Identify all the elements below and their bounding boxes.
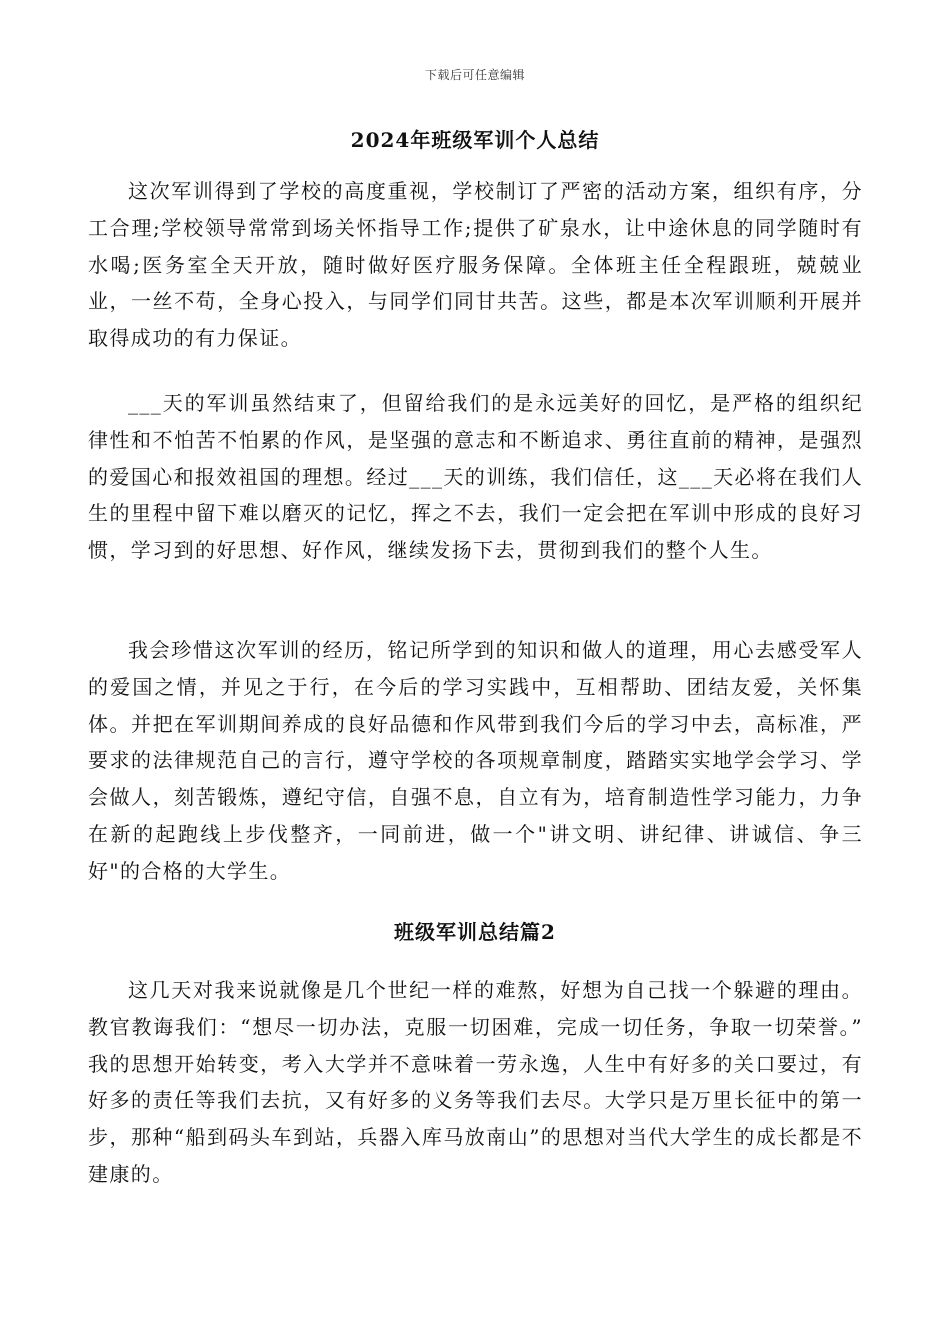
paragraph-2: ___天的军训虽然结束了，但留给我们的是永远美好的回忆，是严格的组织纪律性和不怕苦不怕累的作风，是坚强的意志和不断追求、勇往直前的精神，是强烈的爱国心和报效祖国的理想。经过___天的训练，我们信任，这___天必将在我们人生的里程中留下难以磨灭的记忆，挥之不去，我们一定会把在军训中形成的良好习惯，学习到的好思想、好作风，继续发扬下去，贯彻到我们的整个人生。 xyxy=(88,391,863,563)
paragraph-1: 这次军训得到了学校的高度重视，学校制订了严密的活动方案，组织有序，分工合理;学校领导常常到场关怀指导工作;提供了矿泉水，让中途休息的同学随时有水喝;医务室全天开放，随时做好医疗服务保障。全体班主任全程跟班，兢兢业业，一丝不苟，全身心投入，与同学们同甘共苦。这些，都是本次军训顺利开展并取得成功的有力保证。 xyxy=(88,179,863,351)
section-2-title: 班级军训总结篇2 xyxy=(394,920,556,944)
document-title: 2024年班级军训个人总结 xyxy=(350,128,600,152)
paragraph-3: 我会珍惜这次军训的经历，铭记所学到的知识和做人的道理，用心去感受军人的爱国之情，并见之于行，在今后的学习实践中，互相帮助、团结友爱，关怀集体。并把在军训期间养成的良好品德和作风带到我们今后的学习中去，高标准，严要求的法律规范自己的言行，遵守学校的各项规章制度，踏踏实实地学会学习、学会做人，刻苦锻炼，遵纪守信，自强不息，自立有为，培育制造性学习能力，力争在新的起跑线上步伐整齐，一同前进，做一个"讲文明、讲纪律、讲诚信、争三好"的合格的大学生。 xyxy=(88,638,863,883)
page-header: 下载后可任意编辑 xyxy=(424,68,525,82)
section-2-paragraph-1: 这几天对我来说就像是几个世纪一样的难熬，好想为自己找一个躲避的理由。教官教诲我们：“想尽一切办法，克服一切困难，完成一切任务，争取一切荣誉。” 我的思想开始转变，考入大学并不意味着一劳永逸，人生中有好多的关口要过，有好多的责任等我们去抗，又有好多的义务等我们去尽。大学只是万里长征中的第一步，那种“船到码头车到站，兵器入库马放南山”的思想对当代大学生的成长都是不建康的。 xyxy=(88,978,863,1186)
